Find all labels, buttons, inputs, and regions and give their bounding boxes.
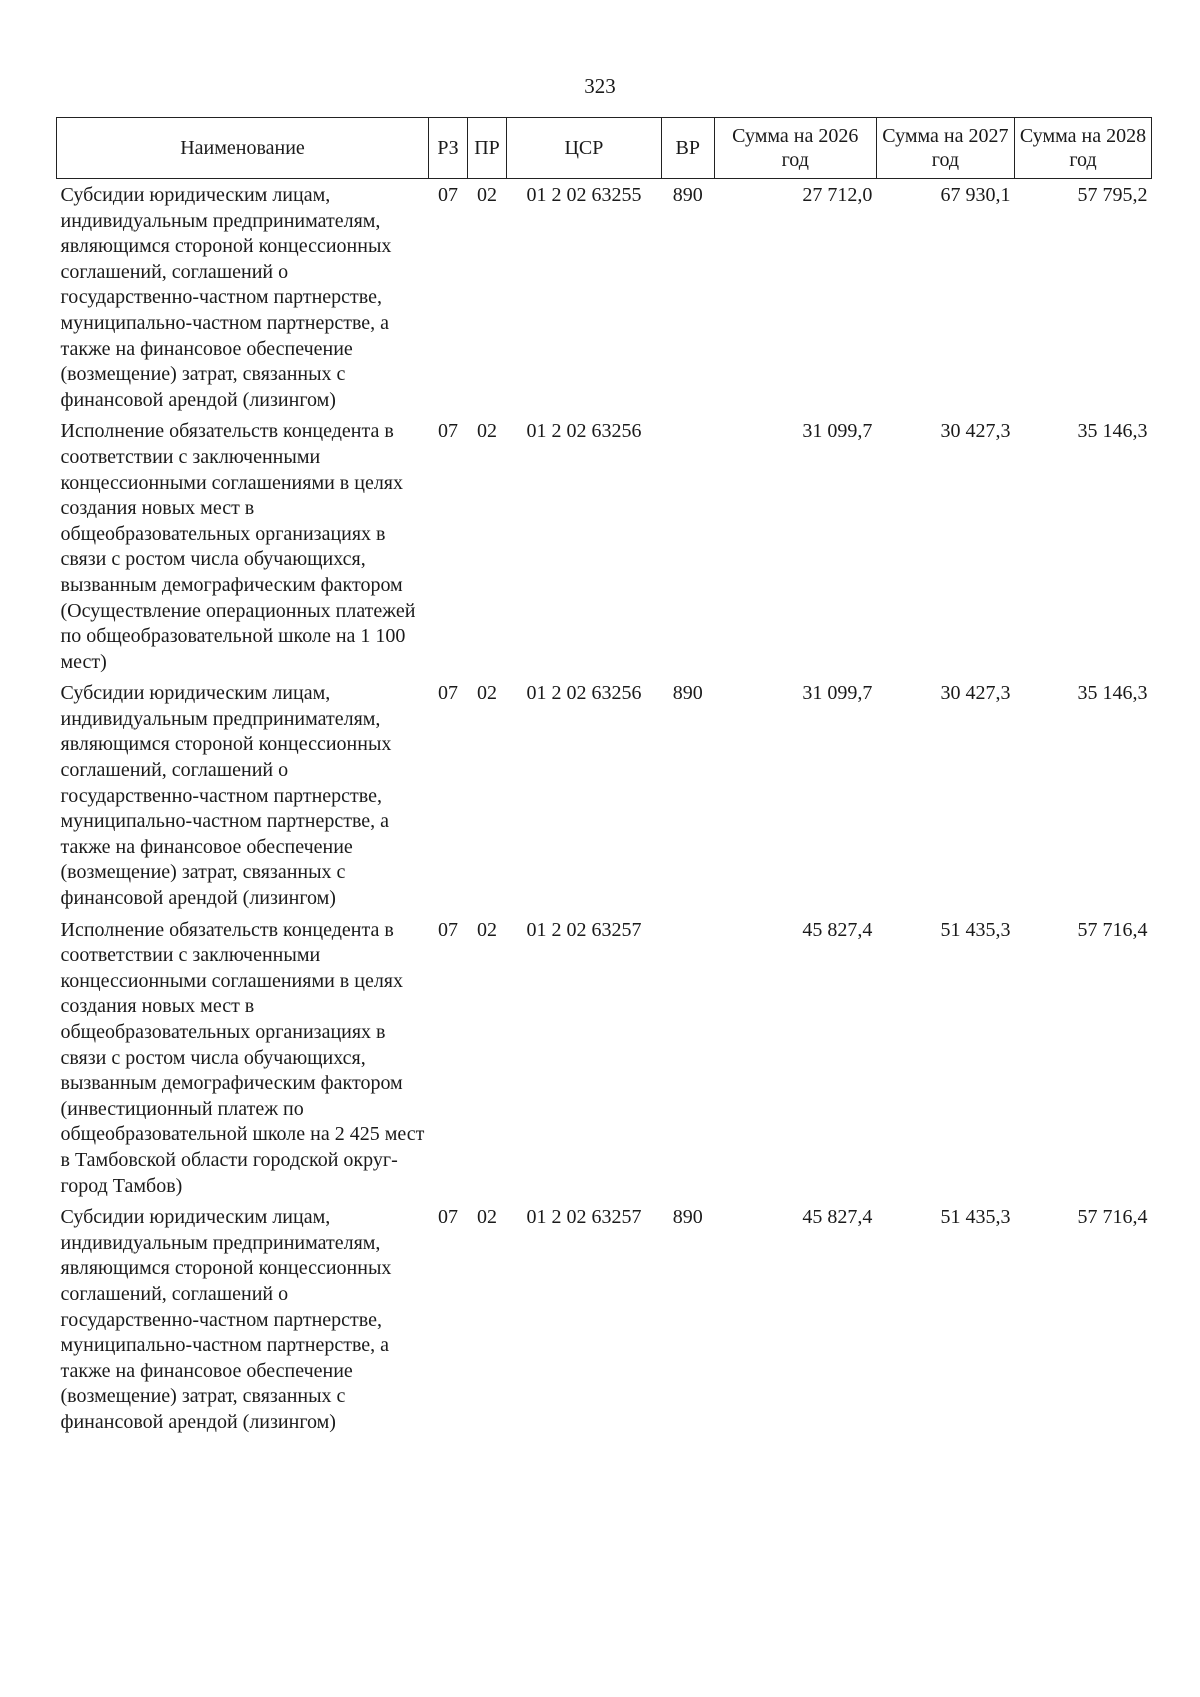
row-sum-2028: 35 146,3: [1077, 682, 1148, 705]
row-sum-2026: 31 099,7: [802, 682, 873, 705]
row-sum-2026: 31 099,7: [802, 420, 873, 443]
row-name: Субсидии юридическим лицам, индивидуальным предпринимателям, являющимся стороной концессионных соглашений, соглашений о государственно-частном партнерстве, муниципально-частном партнерстве, а также на финансовое обеспечение (возмещение) затрат, связанных с финансовой арендой (лизингом): [60, 184, 392, 411]
row-csr: 01 2 02 63255: [526, 184, 642, 206]
page-number: 323: [584, 74, 616, 98]
table-row: [57, 914, 1152, 1202]
row-name: Исполнение обязательств концедента в соответствии с заключенными концессионными соглашениями в целях создания новых мест в общеобразовательных организациях в связи с ростом числа обучающихся, вызванным демографическим фактором (Осуществление операционных платежей по общеобразовательной школе на 1 100 мест): [60, 420, 416, 673]
row-vr: 890: [672, 682, 703, 705]
header-name: Наименование: [57, 118, 429, 179]
header-sum-2028: Сумма на 2028 год: [1014, 118, 1151, 179]
header-sum-2026: Сумма на 2026 год: [714, 118, 876, 179]
table-row: [57, 179, 1152, 416]
row-pr: 02: [476, 682, 497, 705]
row-pr: 02: [476, 918, 497, 941]
row-sum-2028: 57 716,4: [1077, 918, 1148, 941]
row-sum-2026: 45 827,4: [802, 918, 873, 941]
row-vr: [661, 415, 714, 677]
row-pr: 02: [476, 184, 497, 206]
row-sum-2027: 67 930,1: [940, 184, 1011, 206]
row-sum-2027: 30 427,3: [940, 682, 1011, 705]
row-pr: 02: [476, 1206, 497, 1229]
table-row: [57, 677, 1152, 913]
row-pr: 02: [476, 420, 497, 443]
budget-table: [56, 117, 1152, 1438]
row-name: Исполнение обязательств концедента в соответствии с заключенными концессионными соглашениями в целях создания новых мест в общеобразовательных организациях в связи с ростом числа обучающихся, вызванным демографическим фактором (инвестиционный платеж по общеобразовательной школе на 2 425 мест в Тамбовской области городской округ-город Тамбов): [60, 918, 425, 1197]
row-sum-2027: 51 435,3: [940, 1206, 1011, 1229]
table-row: [57, 415, 1152, 677]
header-rz: РЗ: [429, 118, 468, 179]
row-sum-2028: 57 716,4: [1077, 1206, 1148, 1229]
row-name: Субсидии юридическим лицам, индивидуальным предпринимателям, являющимся стороной концессионных соглашений, соглашений о государственно-частном партнерстве, муниципально-частном партнерстве, а также на финансовое обеспечение (возмещение) затрат, связанных с финансовой арендой (лизингом): [60, 1206, 392, 1433]
row-name: Субсидии юридическим лицам, индивидуальным предпринимателям, являющимся стороной концессионных соглашений, соглашений о государственно-частном партнерстве, муниципально-частном партнерстве, а также на финансовое обеспечение (возмещение) затрат, связанных с финансовой арендой (лизингом): [60, 682, 392, 910]
row-rz: 07: [438, 918, 458, 941]
row-vr: [661, 914, 714, 1202]
row-csr: 01 2 02 63257: [526, 918, 642, 941]
row-sum-2028: 57 795,2: [1077, 184, 1148, 206]
table-row: [57, 1201, 1152, 1437]
row-sum-2026: 27 712,0: [802, 184, 873, 206]
header-vr: ВР: [661, 118, 714, 179]
header-sum-2027: Сумма на 2027 год: [876, 118, 1014, 179]
row-sum-2028: 35 146,3: [1077, 420, 1148, 443]
row-csr: 01 2 02 63256: [526, 420, 642, 443]
row-csr: 01 2 02 63256: [526, 682, 642, 705]
header-csr: ЦСР: [506, 118, 661, 179]
row-sum-2027: 51 435,3: [940, 918, 1011, 941]
row-vr: 890: [672, 184, 703, 206]
header-pr: ПР: [468, 118, 507, 179]
row-csr: 01 2 02 63257: [526, 1206, 642, 1229]
row-rz: 07: [438, 1206, 458, 1229]
row-rz: 07: [438, 420, 458, 443]
row-sum-2026: 45 827,4: [802, 1206, 873, 1229]
row-rz: 07: [438, 184, 458, 206]
row-sum-2027: 30 427,3: [940, 420, 1011, 443]
row-vr: 890: [672, 1206, 703, 1229]
table-header-row: [57, 118, 1152, 179]
row-rz: 07: [438, 682, 458, 705]
